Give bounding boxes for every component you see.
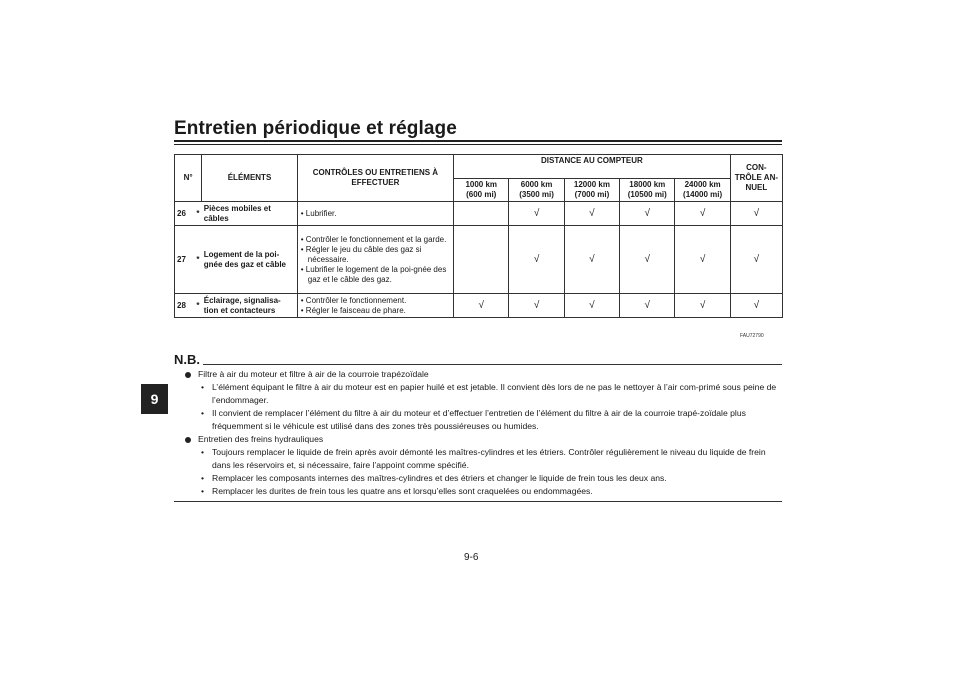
table-row <box>175 202 783 226</box>
bullet-icon: • <box>201 382 205 392</box>
control-item: • Régler le jeu du câble des gaz si nécessaire. <box>300 244 422 264</box>
row-star: * <box>194 226 202 294</box>
row-number: 26 <box>175 202 195 226</box>
page-number: 9-6 <box>464 552 479 563</box>
check-cell: √ <box>509 202 564 226</box>
nb-subitem: • Remplacer les composants internes des maîtres-cylindres et des étriers et changer le liquide de frein tous les deux ans. <box>201 473 667 483</box>
check-cell: √ <box>620 202 675 226</box>
bullet-icon: • <box>201 447 205 457</box>
check-cell: √ <box>564 294 619 318</box>
row-element: Éclairage, signalisa-tion et contacteurs <box>202 294 298 318</box>
check-cell: √ <box>509 226 564 294</box>
header-num: N° <box>175 155 202 202</box>
check-cell: √ <box>454 294 509 318</box>
row-star: * <box>194 294 202 318</box>
row-controls <box>297 202 453 226</box>
title-rule-thin <box>174 144 782 145</box>
table-row <box>175 226 783 294</box>
nb-body <box>184 368 782 498</box>
header-km-4: 24000 km (14000 mi) <box>675 179 730 202</box>
row-number: 28 <box>175 294 195 318</box>
bullet-icon: • <box>201 486 205 496</box>
control-item: • Régler le faisceau de phare. <box>300 305 406 315</box>
check-cell: √ <box>620 226 675 294</box>
check-cell: √ <box>675 226 730 294</box>
header-distance: DISTANCE AU COMPTEUR <box>454 155 731 179</box>
header-km-2: 12000 km (7000 mi) <box>564 179 619 202</box>
header-controls: CONTRÔLES OU ENTRETIENS À EFFECTUER <box>297 155 453 202</box>
check-cell <box>454 202 509 226</box>
control-item: • Lubrifier le logement de la poi-gnée des gaz et le câble des gaz. <box>300 264 447 284</box>
nb-item-brakes: Entretien des freins hydrauliques <box>184 433 782 446</box>
nb-subitem: • Remplacer les durites de frein tous les quatre ans et lorsqu’elles sont craquelées ou endommagées. <box>201 486 593 496</box>
bullet-icon: • <box>201 473 205 483</box>
header-annual: CON-TRÔLE AN-NUEL <box>730 155 782 202</box>
check-cell: √ <box>564 226 619 294</box>
nb-item-air-filter: Filtre à air du moteur et filtre à air de la courroie trapézoïdale <box>184 368 782 381</box>
nb-end-rule <box>174 501 782 502</box>
nb-rule <box>203 364 782 365</box>
control-item: • Contrôler le fonctionnement. <box>300 295 407 305</box>
row-element: Pièces mobiles et câbles <box>202 202 298 226</box>
check-cell: √ <box>730 202 782 226</box>
check-cell <box>454 226 509 294</box>
check-cell: √ <box>730 294 782 318</box>
check-cell: √ <box>620 294 675 318</box>
check-cell: √ <box>509 294 564 318</box>
control-item: • Lubrifier. <box>300 208 337 218</box>
row-star: * <box>194 202 202 226</box>
row-controls <box>297 226 453 294</box>
nb-subitem: • Il convient de remplacer l’élément du filtre à air du moteur et d’effectuer l’entretien de l’élément du filtre à air de la courroie trapé-zoïdale plus fréquemment si le véhicule est utilisé dans des zones très poussiéreuses ou humides. <box>201 408 746 431</box>
check-cell: √ <box>730 226 782 294</box>
header-km-3: 18000 km (10500 mi) <box>620 179 675 202</box>
nb-label: N.B. <box>174 352 200 367</box>
check-cell: √ <box>675 294 730 318</box>
row-element: Logement de la poi-gnée des gaz et câble <box>202 226 298 294</box>
nb-subitem: • L’élément équipant le filtre à air du moteur est en papier huilé et est jetable. Il convient dès lors de ne pas le nettoyer à l’air com-primé sous peine de l’endommager. <box>201 382 777 405</box>
control-item: • Contrôler le fonctionnement et la garde. <box>300 234 447 244</box>
title-rule <box>174 140 782 142</box>
header-elements: ÉLÉMENTS <box>202 155 298 202</box>
check-cell: √ <box>675 202 730 226</box>
nb-subitem: • Toujours remplacer le liquide de frein après avoir démonté les maîtres-cylindres et les étriers. Contrôler régulièrement le niveau du liquide de frein dans les réservoirs et, si nécessaire, faire l’appoint comme spécifié. <box>201 447 766 470</box>
chapter-tab: 9 <box>141 384 168 414</box>
page-title: Entretien périodique et réglage <box>174 118 457 139</box>
bullet-icon: • <box>201 408 205 418</box>
row-number: 27 <box>175 226 195 294</box>
maintenance-table <box>174 154 783 318</box>
document-code: FAU72790 <box>740 333 764 339</box>
row-controls <box>297 294 453 318</box>
header-km-0: 1000 km (600 mi) <box>454 179 509 202</box>
check-cell: √ <box>564 202 619 226</box>
header-km-1: 6000 km (3500 mi) <box>509 179 564 202</box>
table-row <box>175 294 783 318</box>
